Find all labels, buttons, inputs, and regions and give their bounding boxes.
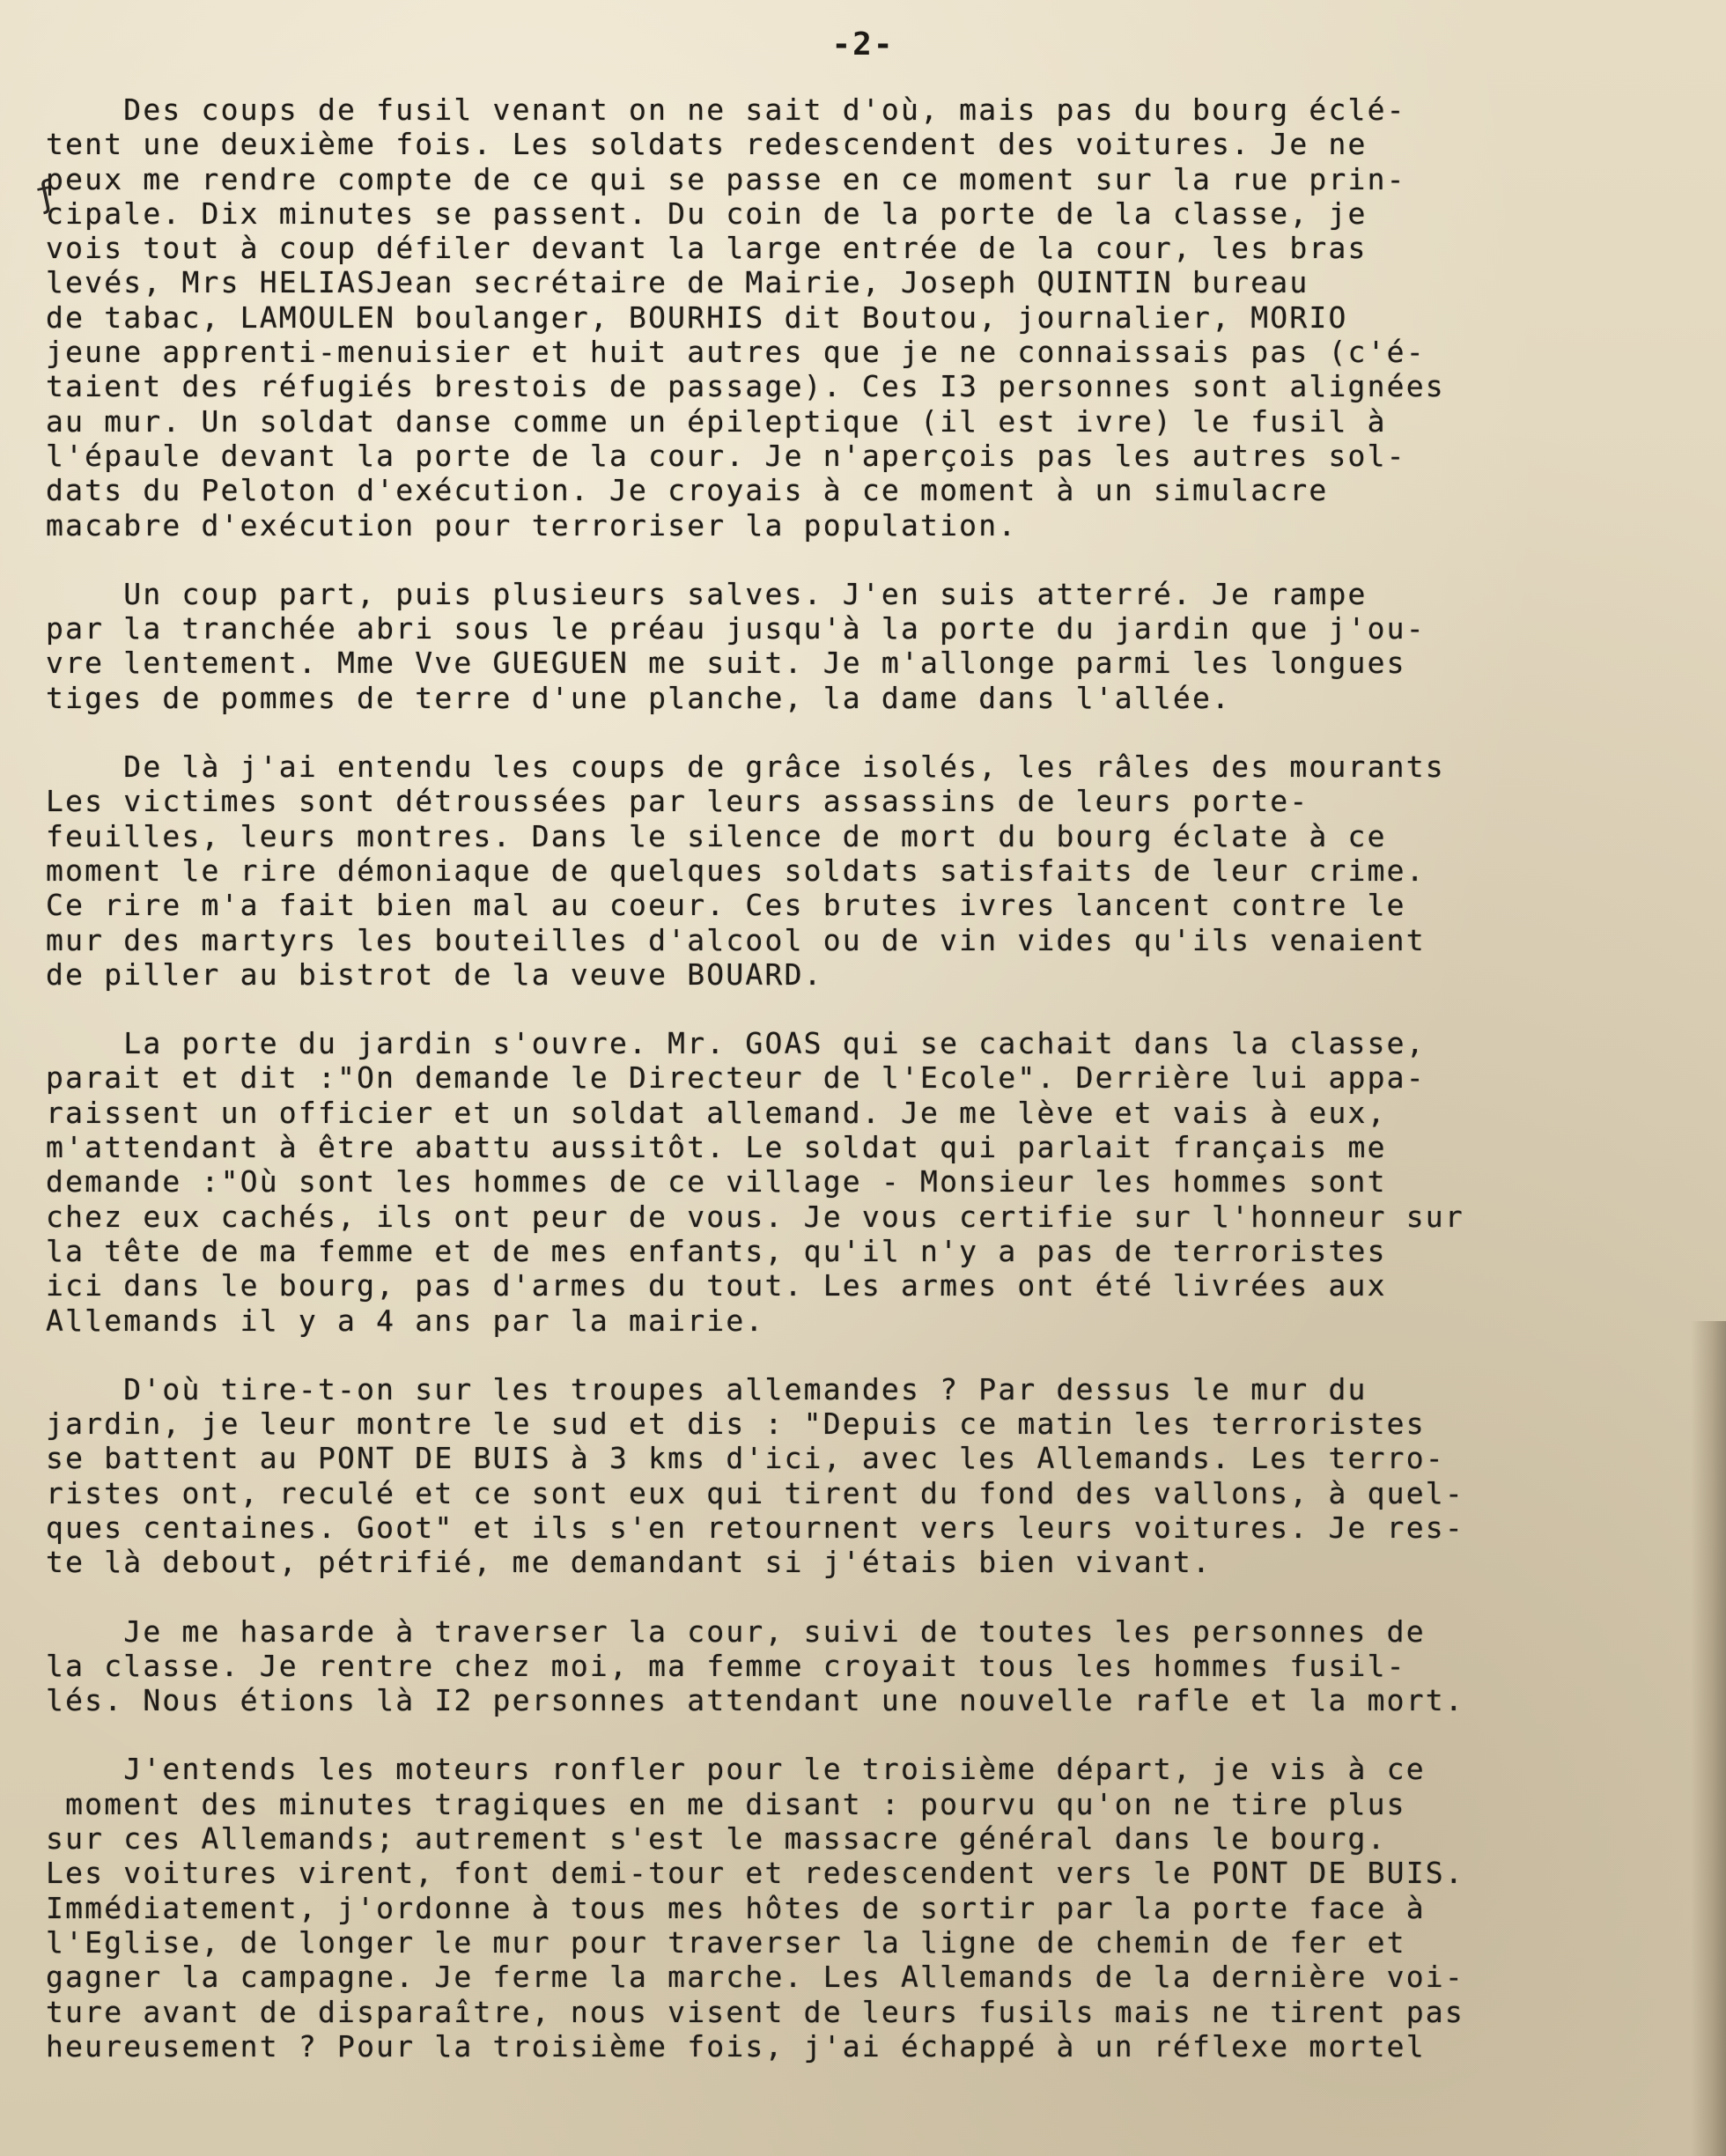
handwritten-margin-mark-icon: ƒ xyxy=(31,172,61,218)
typed-body-text xyxy=(46,92,1701,2098)
text-line: tent une deuxième fois. Les soldats redescendent des voitures. Je ne xyxy=(46,127,1368,162)
text-line: ture avant de disparaître, nous visent de leurs fusils mais ne tirent pas xyxy=(46,1994,1464,2029)
paragraph xyxy=(46,1752,1701,2064)
text-line: moment le rire démoniaque de quelques soldats satisfaits de leur crime. xyxy=(46,853,1426,888)
text-line: chez eux cachés, ils ont peur de vous. Je vous certifie sur l'honneur sur xyxy=(46,1199,1464,1234)
text-line: mur des martyrs les bouteilles d'alcool ou de vin vides qu'ils venaient xyxy=(46,922,1426,957)
text-line: au mur. Un soldat danse comme un épileptique (il est ivre) le fusil à xyxy=(46,403,1387,439)
text-line: demande :"Où sont les hommes de ce village - Monsieur les hommes sont xyxy=(46,1164,1387,1200)
text-line: m'attendant à être abattu aussitôt. Le soldat qui parlait français me xyxy=(46,1130,1387,1165)
text-line: la classe. Je rentre chez moi, ma femme croyait tous les hommes fusil- xyxy=(46,1648,1406,1683)
text-line: Les voitures virent, font demi-tour et redescendent vers le PONT DE BUIS. xyxy=(46,1856,1464,1891)
page-number: -2- xyxy=(831,26,895,63)
text-line: Immédiatement, j'ordonne à tous mes hôtes de sortir par la porte face à xyxy=(46,1890,1426,1925)
text-line: de tabac, LAMOULEN boulanger, BOURHIS dit Boutou, journalier, MORIO xyxy=(46,299,1348,335)
text-line: raissent un officier et un soldat allemand. Je me lève et vais à eux, xyxy=(46,1095,1387,1130)
text-line: peux me rendre compte de ce qui se passe en ce moment sur la rue prin- xyxy=(46,161,1406,196)
text-line: vois tout à coup défiler devant la large entrée de la cour, les bras xyxy=(46,231,1368,266)
text-line: vre lentement. Mme Vve GUEGUEN me suit. Je m'allonge parmi les longues xyxy=(46,646,1406,681)
text-line: De là j'ai entendu les coups de grâce isolés, les râles des mourants xyxy=(46,749,1445,785)
text-line: jeune apprenti-menuisier et huit autres que je ne connaissais pas (c'é- xyxy=(46,335,1426,370)
text-line: tiges de pommes de terre d'une planche, la dame dans l'allée. xyxy=(46,680,1232,715)
text-line: heureusement ? Pour la troisième fois, j'ai échappé à un réflexe mortel xyxy=(46,2028,1426,2064)
text-line: cipale. Dix minutes se passent. Du coin de la porte de la classe, je xyxy=(46,196,1368,231)
text-line: de piller au bistrot de la veuve BOUARD. xyxy=(46,956,823,992)
text-line: ristes ont, reculé et ce sont eux qui tirent du fond des vallons, à quel- xyxy=(46,1475,1464,1510)
text-line: sur ces Allemands; autrement s'est le massacre général dans le bourg. xyxy=(46,1821,1387,1857)
text-line: parait et dit :"On demande le Directeur de l'Ecole". Derrière lui appa- xyxy=(46,1060,1426,1096)
text-line: taient des réfugiés brestois de passage). Ces I3 personnes sont alignées xyxy=(46,369,1445,404)
paragraph xyxy=(46,1614,1701,1718)
text-line: se battent au PONT DE BUIS à 3 kms d'ici, avec les Allemands. Les terro- xyxy=(46,1441,1445,1476)
paragraph xyxy=(46,92,1701,543)
paragraph xyxy=(46,1372,1701,1580)
paragraph xyxy=(46,749,1701,992)
text-line: dats du Peloton d'exécution. Je croyais à ce moment à un simulacre xyxy=(46,473,1329,508)
text-line: Des coups de fusil venant on ne sait d'où, mais pas du bourg éclé- xyxy=(46,92,1406,127)
text-line: gagner la campagne. Je ferme la marche. Les Allemands de la dernière voi- xyxy=(46,1960,1464,1995)
text-line: lés. Nous étions là I2 personnes attendant une nouvelle rafle et la mort. xyxy=(46,1683,1464,1718)
paragraph xyxy=(46,1026,1701,1338)
text-line: Allemands il y a 4 ans par la mairie. xyxy=(46,1303,765,1338)
text-line: macabre d'exécution pour terroriser la population. xyxy=(46,507,1018,543)
text-line: ici dans le bourg, pas d'armes du tout. Les armes ont été livrées aux xyxy=(46,1268,1387,1303)
paragraph xyxy=(46,577,1701,715)
text-line: l'Eglise, de longer le mur pour traverser la ligne de chemin de fer et xyxy=(46,1924,1406,1960)
text-line: te là debout, pétrifié, me demandant si j'étais bien vivant. xyxy=(46,1545,1213,1580)
text-line: La porte du jardin s'ouvre. Mr. GOAS qui se cachait dans la classe, xyxy=(46,1026,1426,1061)
text-line: la tête de ma femme et de mes enfants, qu'il n'y a pas de terroristes xyxy=(46,1233,1387,1268)
text-line: Un coup part, puis plusieurs salves. J'en suis atterré. Je rampe xyxy=(46,576,1368,611)
text-line: J'entends les moteurs ronfler pour le troisième départ, je vis à ce xyxy=(46,1752,1426,1787)
text-line: Les victimes sont détroussées par leurs assassins de leurs porte- xyxy=(46,784,1309,819)
text-line: ques centaines. Goot" et ils s'en retournent vers leurs voitures. Je res- xyxy=(46,1510,1464,1545)
text-line: feuilles, leurs montres. Dans le silence de mort du bourg éclate à ce xyxy=(46,818,1387,853)
text-line: Ce rire m'a fait bien mal au coeur. Ces brutes ivres lancent contre le xyxy=(46,888,1406,923)
text-line: levés, Mrs HELIASJean secrétaire de Mairie, Joseph QUINTIN bureau xyxy=(46,265,1309,300)
text-line: jardin, je leur montre le sud et dis : "Depuis ce matin les terroristes xyxy=(46,1407,1426,1442)
text-line: moment des minutes tragiques en me disant : pourvu qu'on ne tire plus xyxy=(46,1786,1406,1821)
text-line: Je me hasarde à traverser la cour, suivi de toutes les personnes de xyxy=(46,1613,1426,1649)
text-line: par la tranchée abri sous le préau jusqu'à la porte du jardin que j'ou- xyxy=(46,611,1426,646)
text-line: D'où tire-t-on sur les troupes allemandes ? Par dessus le mur du xyxy=(46,1371,1368,1407)
text-line: l'épaule devant la porte de la cour. Je n'aperçois pas les autres sol- xyxy=(46,438,1406,473)
